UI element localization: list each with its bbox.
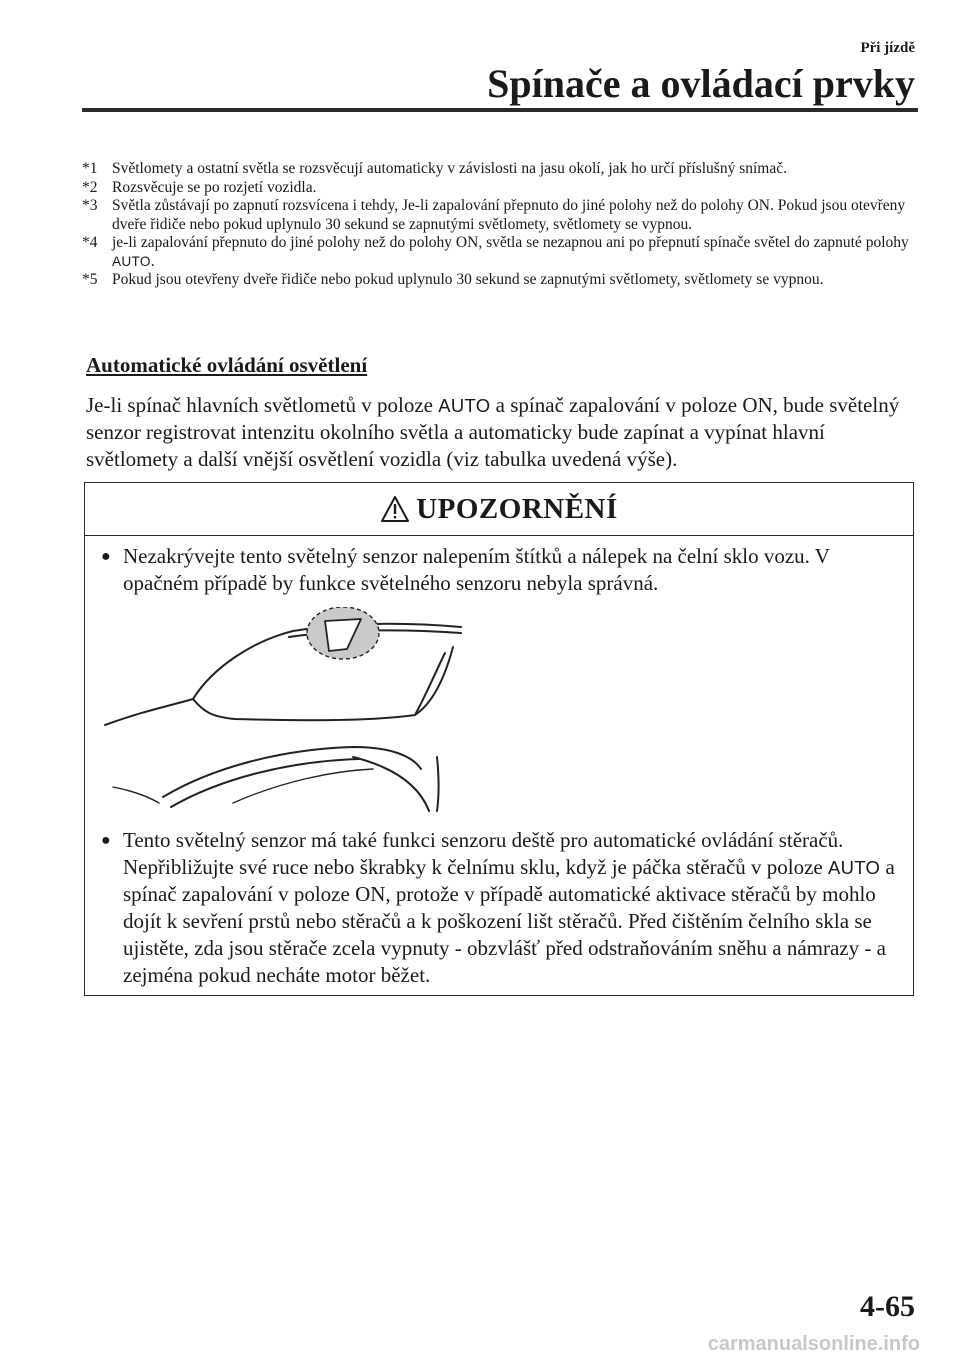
page-number: 4-65 [860, 1290, 915, 1323]
footnote-2 [82, 179, 918, 198]
body-text-part: Je-li spínač hlavních světlometů v poloze [86, 393, 439, 417]
page-title: Spínače a ovládací prvky [487, 61, 915, 106]
footnote-mark: *3 [82, 197, 98, 214]
bullet-text-part: Tento světelný senzor má také funkci senzoru deště pro automatické ovládání stěračů. Nepřibližujte své ruce nebo škrabky k čelnímu sklu, když je páčka stěračů v poloze [123, 828, 844, 879]
footnote-1 [82, 160, 918, 179]
warning-triangle-icon [380, 495, 410, 523]
section-label: Při jízdě [860, 40, 915, 56]
footnote-text-part: . [150, 252, 155, 270]
section-heading: Automatické ovládání osvětlení [86, 353, 368, 377]
bullet-text-part: a spínač zapalování v poloze ON, protože v případě automatické aktivace stěračů by mohlo dojít k sevření prstů nebo stěračů a k poškození lišt stěračů. Před čištěním čelního skla se ujistěte, zda jsou stěrače zcela vypnuty - obzvlášť před odstraňováním sněhu a námrazy - a zejména pokud necháte motor běžet. [123, 855, 895, 987]
footnote-text: Pokud jsou otevřeny dveře řidiče nebo pokud uplynulo 30 sekund se zapnutými světlomety, světlomety se vypnou. [112, 271, 824, 288]
bullet-dot-icon: ● [101, 832, 111, 849]
footnote-text [112, 234, 918, 271]
caution-box [84, 482, 914, 996]
caution-bullet-1 [101, 543, 897, 597]
footnote-text: Světlomety a ostatní světla se rozsvěcují automaticky v závislosti na jasu okolí, jak ho určí příslušný snímač. [112, 160, 787, 177]
footnote-text-part: je-li zapalování přepnuto do jiné polohy než do polohy ON, světla se nezapnou ani po přepnutí spínače světel do zapnuté polohy [112, 234, 909, 251]
bullet-dot-icon: ● [101, 548, 111, 565]
footnote-3 [82, 197, 918, 234]
windshield-sensor-illustration [103, 607, 463, 813]
body-text-part: a spínač zapalování v poloze ON, bude světelný senzor registrovat intenzitu okolního světla a automaticky bude zapínat a vypínat hlavní světlomety a další vnější osvětlení vozidla (viz tabulka uvedená výše). [86, 393, 900, 471]
watermark: carmanualsonline.info [707, 1333, 920, 1355]
footnote-mark: *4 [82, 234, 98, 251]
caution-title: UPOZORNĚNÍ [416, 492, 618, 525]
footnote-4 [82, 234, 918, 271]
bullet-text [123, 827, 897, 989]
footnote-mark: *1 [82, 160, 98, 177]
bullet-text: Nezakrývejte tento světelný senzor nalepením štítků a nálepek na čelní sklo vozu. V opačném případě by funkce světelného senzoru nebyla správná. [123, 544, 830, 595]
caution-bullet-2 [101, 827, 897, 989]
footnote-list [82, 160, 918, 290]
footnote-mark: *5 [82, 271, 98, 288]
header-rule [82, 108, 918, 112]
footnote-mark: *2 [82, 178, 98, 196]
body-paragraph [86, 392, 916, 473]
footnote-5 [82, 271, 918, 290]
auto-position-label: AUTO [112, 253, 151, 269]
footnote-text: Světla zůstávají po zapnutí rozsvícena i tehdy, Je-li zapalování přepnuto do jiné polohy než do polohy ON. Pokud jsou otevřeny dveře řidiče nebo pokud uplynulo 30 sekund se zapnutými světlomety, světlomety se vypnou. [112, 197, 906, 233]
auto-position-label: AUTO [828, 857, 881, 878]
auto-position-label: AUTO [438, 395, 491, 416]
footnote-text: Rozsvěcuje se po rozjetí vozidla. [112, 178, 317, 196]
caution-header [85, 483, 913, 536]
